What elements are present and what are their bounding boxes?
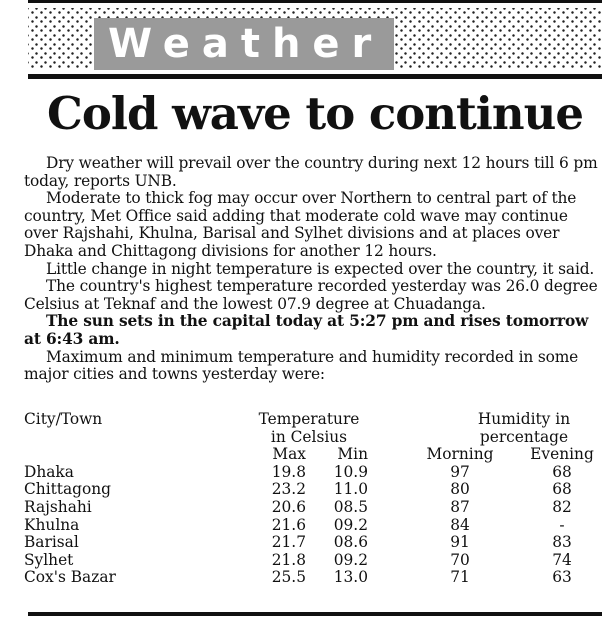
city-cell: Sylhet <box>24 550 74 569</box>
min-cell: 08.5 <box>333 497 368 516</box>
min-cell: 09.2 <box>333 515 368 534</box>
section-label-box <box>94 18 394 70</box>
table-row <box>24 552 604 570</box>
morning-humidity-cell: 84 <box>450 515 470 534</box>
article-body <box>24 155 604 384</box>
evening-humidity-cell: 68 <box>552 480 572 499</box>
evening-humidity-cell: 68 <box>552 462 572 481</box>
max-header: Max <box>272 445 306 464</box>
paragraph: Dry weather will prevail over the country during next 12 hours till 6 pm today, reports UNB. <box>24 154 598 190</box>
max-cell: 25.5 <box>271 568 306 587</box>
city-cell: Cox's Bazar <box>24 568 116 587</box>
max-cell: 19.8 <box>271 462 306 481</box>
evening-humidity-cell: 82 <box>552 497 572 516</box>
evening-header: Evening <box>530 445 594 464</box>
table-header-row-1 <box>24 411 604 429</box>
section-banner <box>28 8 602 68</box>
morning-humidity-cell: 71 <box>450 568 470 587</box>
humidity-unit-header: percentage <box>479 427 569 446</box>
min-cell: 08.6 <box>333 533 368 552</box>
min-cell: 11.0 <box>333 480 368 499</box>
section-title: Weather <box>108 21 384 67</box>
paragraph: Moderate to thick fog may occur over Northern to central part of the country, Met Office said adding that moderate cold wave may continue over Rajshahi, Khulna, Barisal and Sylhet divisions and at places over Dhaka and Chittagong divisions for another 12 hours. <box>24 189 577 260</box>
city-cell: Chittagong <box>24 480 112 499</box>
humidity-header: Humidity in <box>477 410 571 428</box>
table-row <box>24 499 604 517</box>
paragraph: The country's highest temperature recorded yesterday was 26.0 degree Celsius at Teknaf and the lowest 07.9 degree at Chuadanga. <box>24 277 598 313</box>
city-header: City/Town <box>24 410 103 428</box>
paragraph: Maximum and minimum temperature and humidity recorded in some major cities and towns yesterday were: <box>24 347 579 384</box>
banner-rule <box>28 74 602 79</box>
min-cell: 09.2 <box>333 550 368 569</box>
top-rule <box>28 0 602 3</box>
min-cell: 10.9 <box>333 462 368 481</box>
table-row <box>24 569 604 587</box>
sunset-paragraph: The sun sets in the capital today at 5:27 pm and rises tomorrow at 6:43 am. <box>24 312 589 348</box>
temperature-unit-header: in Celsius <box>270 427 348 446</box>
evening-humidity-cell: 63 <box>552 568 572 587</box>
max-cell: 21.7 <box>271 533 306 552</box>
paragraph: Little change in night temperature is expected over the country, it said. <box>46 259 595 278</box>
city-cell: Khulna <box>24 515 80 534</box>
morning-humidity-cell: 91 <box>450 533 470 552</box>
table-row <box>24 517 604 535</box>
morning-header: Morning <box>426 445 494 464</box>
table-row <box>24 481 604 499</box>
max-cell: 23.2 <box>271 480 306 499</box>
evening-humidity-cell: 74 <box>552 550 572 569</box>
city-cell: Barisal <box>24 533 79 552</box>
table-header-row-3 <box>24 446 604 464</box>
min-cell: 13.0 <box>333 568 368 587</box>
temperature-header: Temperature <box>258 410 360 428</box>
max-cell: 20.6 <box>271 497 306 516</box>
table-row <box>24 464 604 482</box>
city-cell: Dhaka <box>24 462 74 481</box>
headline: Cold wave to continue <box>47 87 583 140</box>
morning-humidity-cell: 80 <box>450 480 470 499</box>
morning-humidity-cell: 97 <box>450 462 470 481</box>
morning-humidity-cell: 70 <box>450 550 470 569</box>
weather-table <box>24 411 604 587</box>
table-row <box>24 534 604 552</box>
bottom-rule <box>28 612 602 616</box>
min-header: Min <box>337 445 368 464</box>
evening-humidity-cell: 83 <box>552 533 572 552</box>
max-cell: 21.8 <box>271 550 306 569</box>
table-rows <box>24 464 604 587</box>
evening-humidity-cell: - <box>559 515 565 534</box>
max-cell: 21.6 <box>271 515 306 534</box>
morning-humidity-cell: 87 <box>450 497 470 516</box>
city-cell: Rajshahi <box>24 497 92 516</box>
table-header-row-2 <box>24 429 604 447</box>
